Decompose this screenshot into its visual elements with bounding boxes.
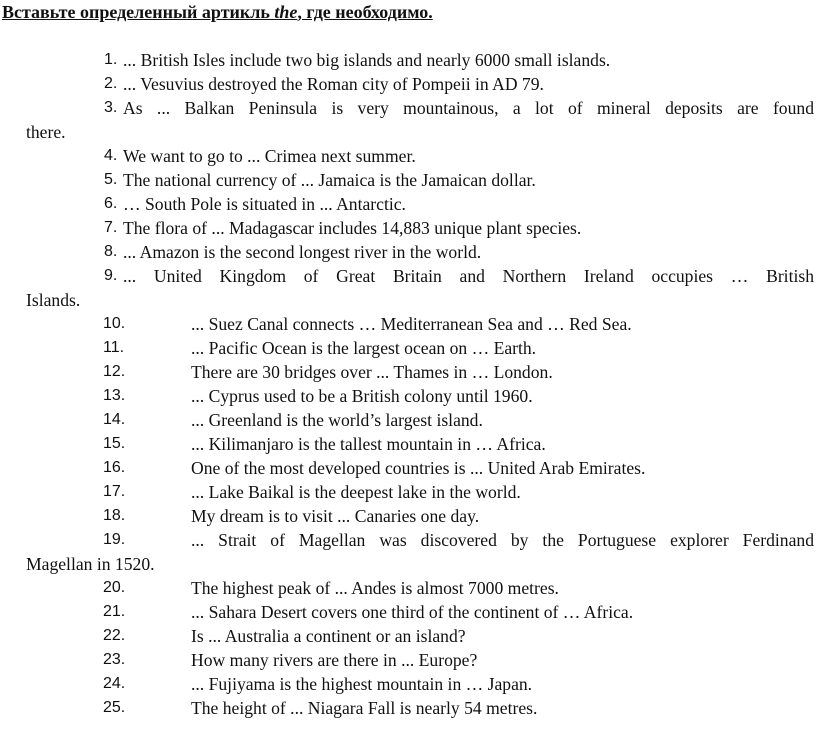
list-item [0,672,816,696]
list-item [0,624,816,648]
item-text: ... United Kingdom of Great Britain and Northern Ireland occupies … British [123,266,814,286]
page-title [2,2,433,23]
list-item [0,648,816,672]
item-text-continuation: Islands. [26,290,81,310]
list-item [0,240,816,264]
list-item [0,456,816,480]
item-number: 7. [104,219,118,236]
item-text: ... Suez Canal connects … Mediterranean Sea and … Red Sea. [191,314,632,334]
item-number: 17. [103,483,126,500]
item-text: ... Fujiyama is the highest mountain in … Japan. [191,674,533,694]
list-item [0,432,816,456]
item-number: 3. [104,99,118,116]
item-text: ... Greenland is the world’s largest island. [191,410,483,430]
item-text: How many rivers are there in ... Europe? [191,650,478,670]
list-item [0,168,816,192]
item-text: ... Cyprus used to be a British colony until 1960. [191,386,533,406]
item-number: 1. [104,51,118,68]
item-text: We want to go to ... Crimea next summer. [123,146,416,166]
item-text: ... Vesuvius destroyed the Roman city of Pompeii in AD 79. [123,74,544,94]
item-number: 24. [103,675,126,692]
item-text-continuation: there. [26,122,66,142]
item-number: 5. [104,171,118,188]
item-number: 19. [103,531,126,548]
item-number: 8. [104,243,118,260]
item-number: 16. [103,459,126,476]
list-item [0,48,816,72]
item-text: My dream is to visit ... Canaries one day. [191,506,480,526]
item-number: 11. [103,339,125,356]
list-item [0,528,816,576]
title-article: the [274,2,298,22]
list-item [0,384,816,408]
list-item [0,312,816,336]
item-number: 22. [103,627,126,644]
item-text: ... British Isles include two big islands and nearly 6000 small islands. [123,50,611,70]
item-text: As ... Balkan Peninsula is very mountainous, a lot of mineral deposits are found [123,98,814,118]
list-item [0,576,816,600]
item-text: There are 30 bridges over ... Thames in … London. [191,362,553,382]
item-text: The height of ... Niagara Fall is nearly 54 metres. [191,698,538,718]
item-number: 20. [103,579,126,596]
list-item [0,504,816,528]
item-number: 21. [103,603,126,620]
item-number: 6. [104,195,118,212]
list-item [0,96,816,144]
list-item [0,360,816,384]
list-item [0,192,816,216]
item-text: The highest peak of ... Andes is almost 7000 metres. [191,578,559,598]
title-prefix: Вставьте определенный артикль [2,2,275,22]
item-text: Is ... Australia a continent or an island? [191,626,466,646]
list-item [0,480,816,504]
item-text: ... Lake Baikal is the deepest lake in the world. [191,482,521,502]
item-number: 14. [103,411,126,428]
item-text: … South Pole is situated in ... Antarctic. [123,194,406,214]
item-number: 10. [103,315,126,332]
item-number: 12. [103,363,126,380]
item-number: 23. [103,651,126,668]
item-number: 25. [103,699,126,716]
title-suffix: , где необходимо. [297,2,433,22]
item-number: 4. [104,147,118,164]
item-text: ... Kilimanjaro is the tallest mountain in … Africa. [191,434,546,454]
list-item [0,600,816,624]
item-text: The national currency of ... Jamaica is the Jamaican dollar. [123,170,536,190]
item-number: 18. [103,507,126,524]
list-item [0,264,816,312]
list-item [0,72,816,96]
list-item [0,216,816,240]
item-text: ... Pacific Ocean is the largest ocean on … Earth. [191,338,537,358]
item-number: 9. [104,267,118,284]
item-text: ... Strait of Magellan was discovered by the Portuguese explorer Ferdinand [191,530,814,550]
list-item [0,408,816,432]
item-number: 15. [103,435,126,452]
item-number: 2. [104,75,118,92]
item-text: The flora of ... Madagascar includes 14,883 unique plant species. [123,218,582,238]
item-text: ... Amazon is the second longest river in the world. [123,242,482,262]
item-text: One of the most developed countries is ... United Arab Emirates. [191,458,646,478]
list-item [0,144,816,168]
item-text: ... Sahara Desert covers one third of the continent of … Africa. [191,602,634,622]
item-text-continuation: Magellan in 1520. [26,554,155,574]
item-number: 13. [103,387,126,404]
list-item [0,336,816,360]
list-item [0,696,816,720]
